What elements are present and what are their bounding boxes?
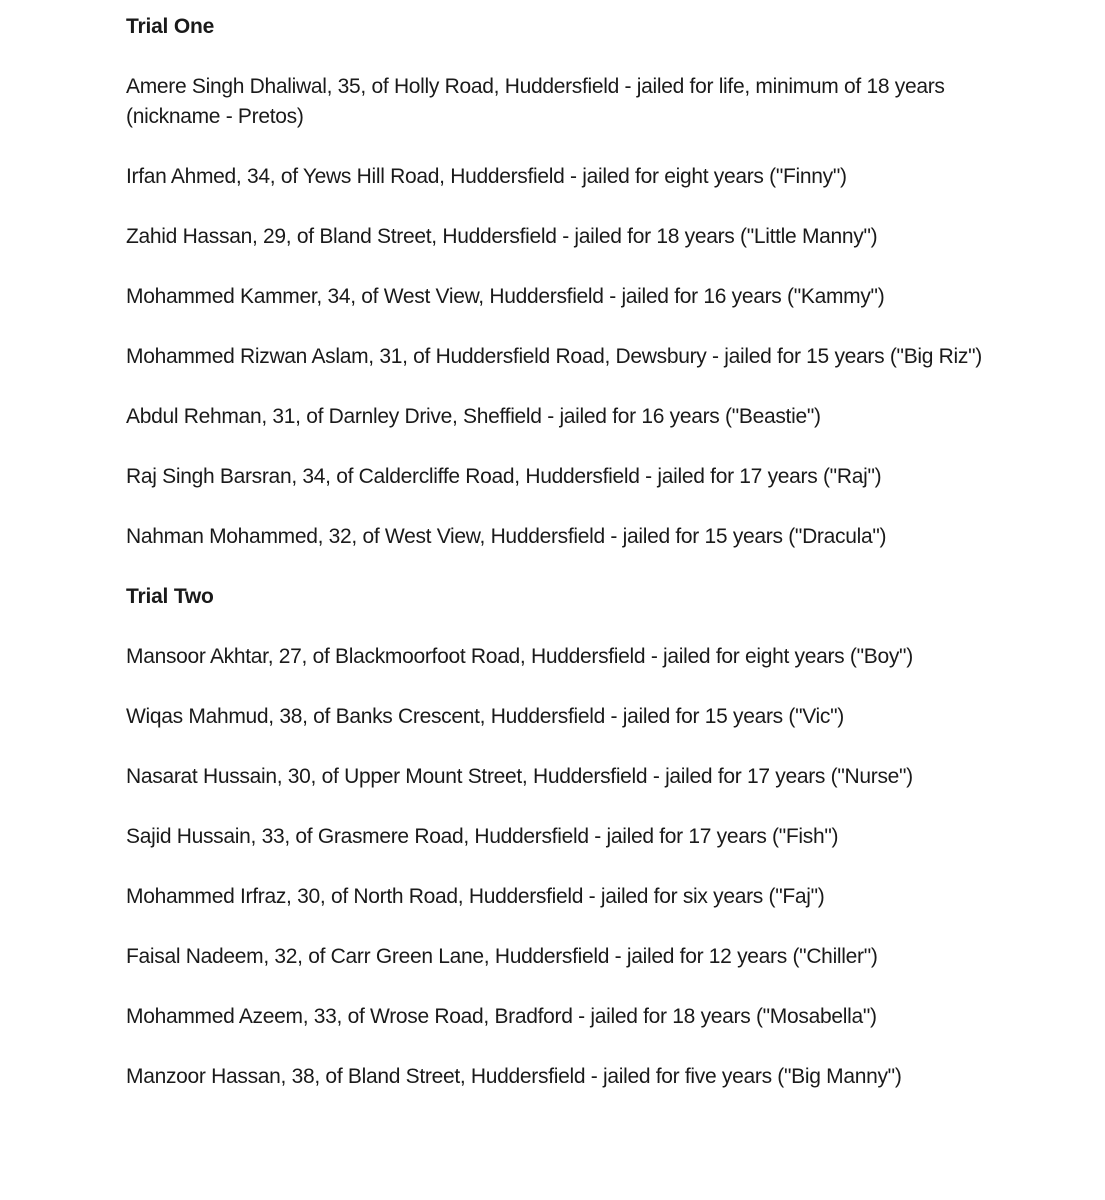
list-item: Mohammed Rizwan Aslam, 31, of Huddersfield Road, Dewsbury - jailed for 15 years ("Big Riz") xyxy=(126,345,982,368)
trial-two-section xyxy=(126,582,1006,1092)
list-item: Sajid Hussain, 33, of Grasmere Road, Huddersfield - jailed for 17 years ("Fish") xyxy=(126,825,839,848)
list-item: Irfan Ahmed, 34, of Yews Hill Road, Huddersfield - jailed for eight years ("Finny") xyxy=(126,165,847,188)
document-body xyxy=(126,12,1006,1092)
list-item: Nasarat Hussain, 30, of Upper Mount Street, Huddersfield - jailed for 17 years ("Nurse") xyxy=(126,765,913,788)
list-item: Faisal Nadeem, 32, of Carr Green Lane, Huddersfield - jailed for 12 years ("Chiller") xyxy=(126,945,878,968)
list-item: Mohammed Kammer, 34, of West View, Huddersfield - jailed for 16 years ("Kammy") xyxy=(126,285,885,308)
list-item: Amere Singh Dhaliwal, 35, of Holly Road, Huddersfield - jailed for life, minimum of 18 years (nickname - Pretos) xyxy=(126,75,945,128)
list-item: Raj Singh Barsran, 34, of Caldercliffe Road, Huddersfield - jailed for 17 years ("Raj") xyxy=(126,465,882,488)
list-item: Wiqas Mahmud, 38, of Banks Crescent, Huddersfield - jailed for 15 years ("Vic") xyxy=(126,705,844,728)
list-item: Manzoor Hassan, 38, of Bland Street, Huddersfield - jailed for five years ("Big Manny") xyxy=(126,1065,902,1088)
list-item: Mohammed Irfraz, 30, of North Road, Huddersfield - jailed for six years ("Faj") xyxy=(126,885,825,908)
trial-one-section xyxy=(126,12,1006,552)
list-item: Mansoor Akhtar, 27, of Blackmoorfoot Road, Huddersfield - jailed for eight years ("Boy") xyxy=(126,645,913,668)
list-item: Mohammed Azeem, 33, of Wrose Road, Bradford - jailed for 18 years ("Mosabella") xyxy=(126,1005,877,1028)
list-item: Nahman Mohammed, 32, of West View, Huddersfield - jailed for 15 years ("Dracula") xyxy=(126,525,887,548)
trial-one-heading: Trial One xyxy=(126,15,215,38)
trial-two-heading: Trial Two xyxy=(126,585,214,608)
list-item: Abdul Rehman, 31, of Darnley Drive, Sheffield - jailed for 16 years ("Beastie") xyxy=(126,405,821,428)
list-item: Zahid Hassan, 29, of Bland Street, Huddersfield - jailed for 18 years ("Little Manny") xyxy=(126,225,878,248)
